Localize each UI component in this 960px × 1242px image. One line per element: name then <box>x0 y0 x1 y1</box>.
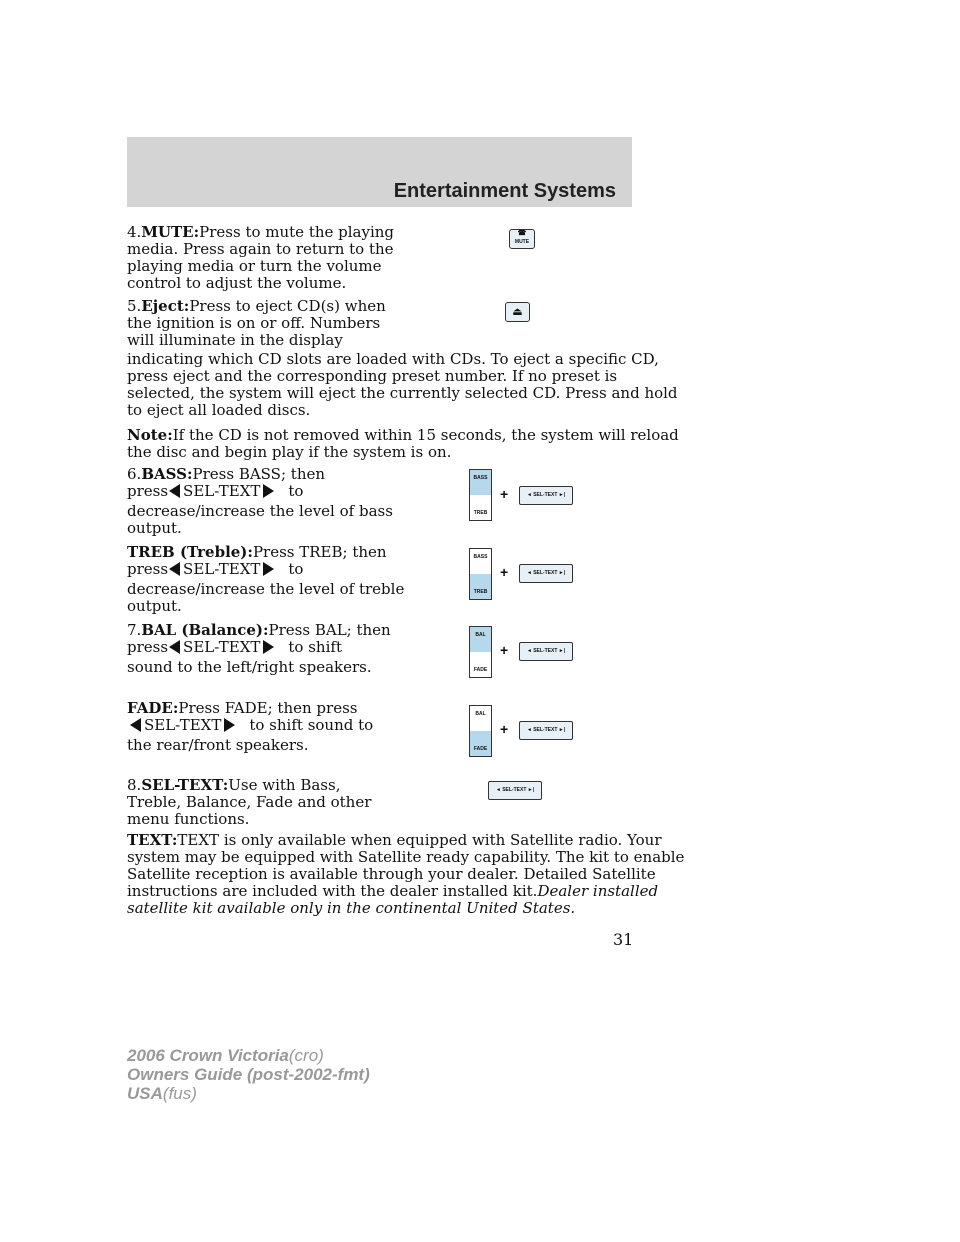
eject-icon: ⏏ <box>505 302 530 322</box>
right-arrow-icon <box>263 640 274 654</box>
right-arrow-icon <box>263 562 274 576</box>
left-arrow-icon <box>169 484 180 498</box>
left-arrow-icon <box>169 562 180 576</box>
mute-button-icon: ☎ MUTE <box>509 229 535 249</box>
plus-icon: + <box>500 642 509 658</box>
mute-paragraph: 4.MUTE:Press to mute the playing media. Press again to return to the playing media or turn the volume control to adjust the volume. <box>127 223 395 292</box>
section-title: Entertainment Systems <box>393 180 616 202</box>
plus-icon: + <box>500 486 509 502</box>
bass-treb-button-icon: BASS TREB <box>469 469 492 521</box>
sel-text-button-icon: ◄ SEL-TEXT ►| <box>519 564 573 583</box>
bal-paragraph: 7.BAL (Balance):Press BAL; then press SEL-TEXT to shift sound to the left/right speakers. <box>127 621 391 676</box>
page-number: 31 <box>613 930 634 949</box>
left-arrow-icon <box>130 718 141 732</box>
left-arrow-icon <box>169 640 180 654</box>
sel-text-button-icon: ◄ SEL-TEXT ►| <box>519 721 573 740</box>
right-arrow-icon <box>263 484 274 498</box>
bal-fade-button-icon: BAL FADE <box>469 626 492 678</box>
footer: 2006 Crown Victoria(cro) Owners Guide (post-2002-fmt) USA(fus) <box>127 1046 370 1103</box>
text-paragraph: TEXT:TEXT is only available when equipped with Satellite radio. Your system may be equipped with Satellite ready capability. The kit to enable Satellite reception is available through your dealer. Detailed Satellite instructions are included with the dealer installed kit.Dealer installed satellite kit available only in the continental United States. <box>127 831 685 917</box>
bass-treb-button-icon: BASS TREB <box>469 548 492 600</box>
sel-text-button-icon: ◄ SEL-TEXT ►| <box>519 486 573 505</box>
plus-icon: + <box>500 564 509 580</box>
sel-text-button-icon: ◄ SEL-TEXT ►| <box>488 781 542 800</box>
sel-text-button-icon: ◄ SEL-TEXT ►| <box>519 642 573 661</box>
seltext-paragraph: 8.SEL-TEXT:Use with Bass, Treble, Balance, Fade and other menu functions. <box>127 776 372 828</box>
bass-paragraph: 6.BASS:Press BASS; then press SEL-TEXT to decrease/increase the level of bass output. <box>127 465 393 537</box>
section-header <box>127 137 632 207</box>
eject-paragraph: 5.Eject:Press to eject CD(s) when the ignition is on or off. Numbers will illuminate in the display indicating which CD slots are loaded with CDs. To eject a specific CD, press eject and the corresponding preset number. If no preset is selected, the system will eject the currently selected CD. Press and hold to eject all loaded discs. <box>127 297 678 419</box>
treb-paragraph: TREB (Treble):Press TREB; then press SEL-TEXT to decrease/increase the level of treble output. <box>127 543 405 615</box>
bal-fade-button-icon: BAL FADE <box>469 705 492 757</box>
plus-icon: + <box>500 721 509 737</box>
right-arrow-icon <box>224 718 235 732</box>
fade-paragraph: FADE:Press FADE; then press SEL-TEXT to shift sound to the rear/front speakers. <box>127 699 374 754</box>
note-paragraph: Note:If the CD is not removed within 15 seconds, the system will reload the disc and begin play if the system is on. <box>127 426 679 461</box>
